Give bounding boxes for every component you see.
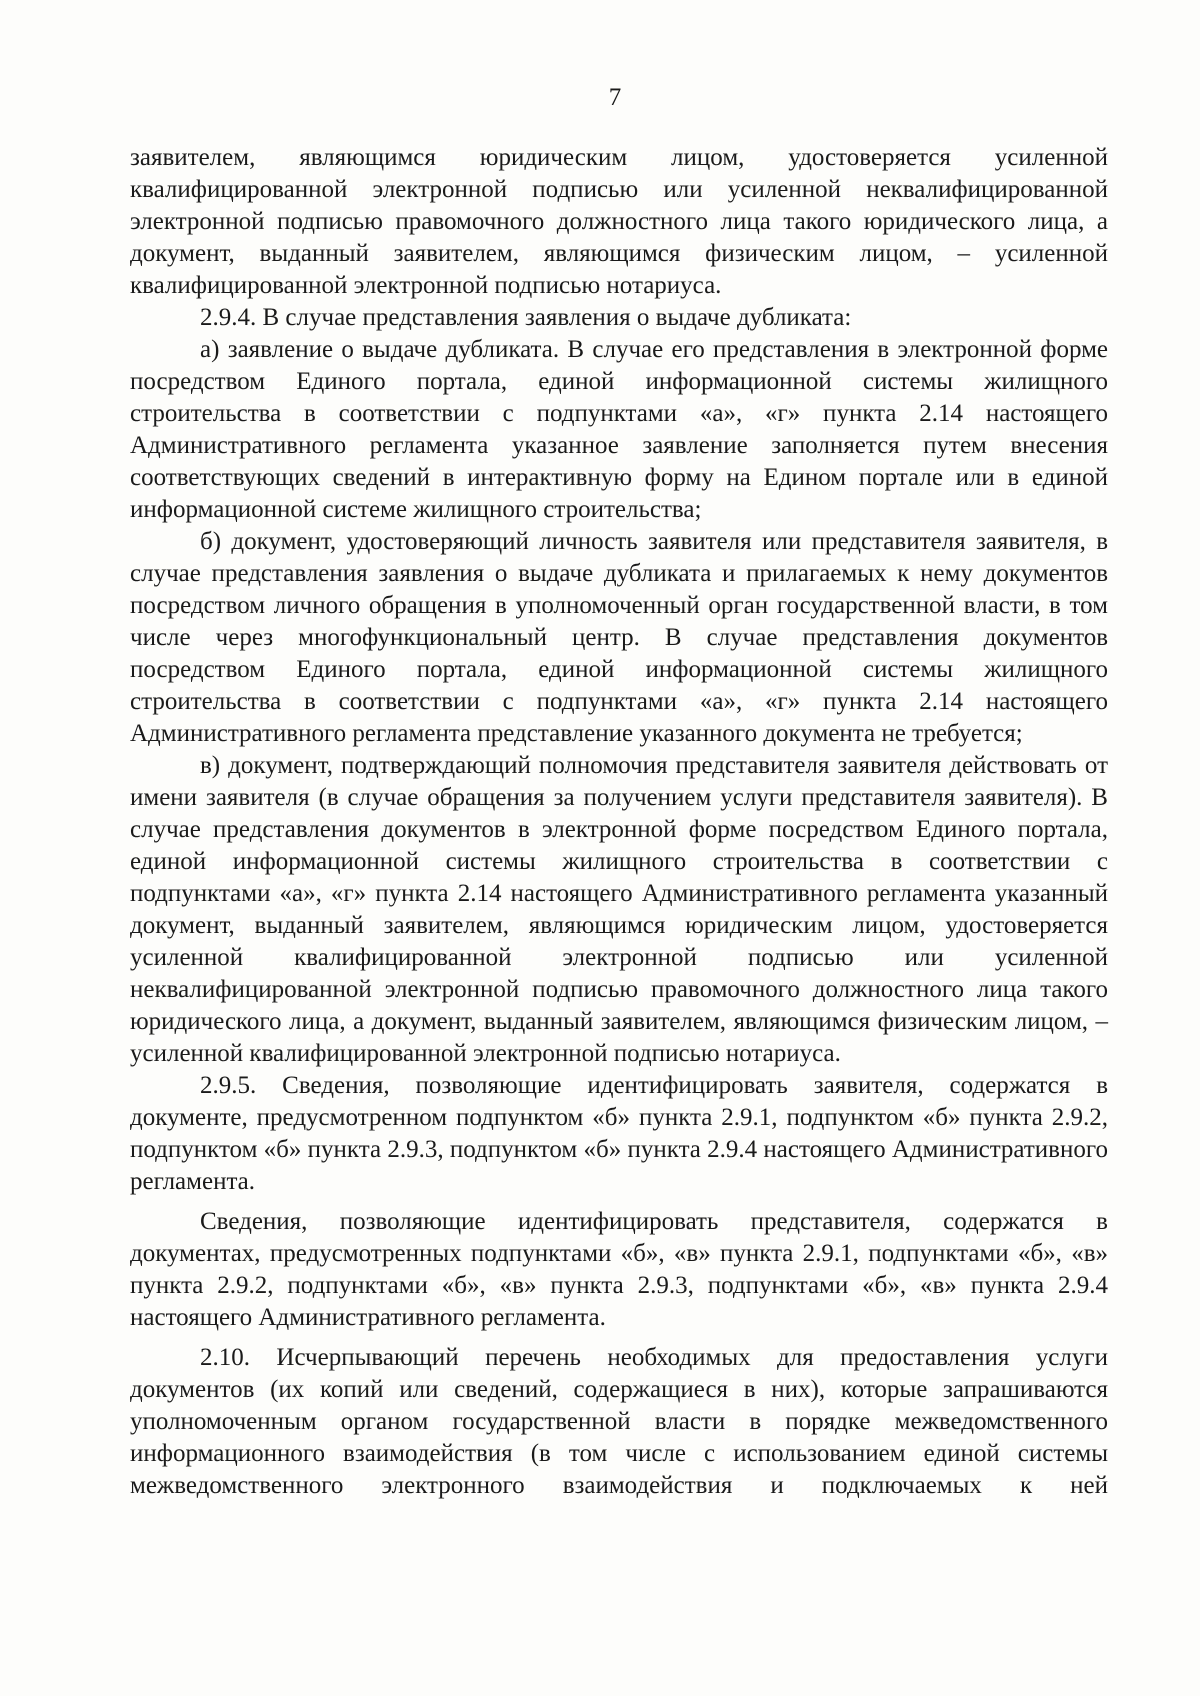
paragraph-continuation: заявителем, являющимся юридическим лицом, удостоверяется усиленной квалифицированной электронной подписью или усиленной неквалифицированной электронной подписью правомочного должностного лица такого юридического лица, а документ, выданный заявителем, являющимся физическим лицом, – усиленной квалифицированной электронной подписью нотариуса. — [130, 144, 1108, 299]
paragraph-representative-info: Сведения, позволяющие идентифицировать представителя, содержатся в документах, предусмотренных подпунктами «б», «в» пункта 2.9.1, подпунктами «б», «в» пункта 2.9.2, подпунктами «б», «в» пункта 2.9.3, подпунктами «б», «в» пункта 2.9.4 настоящего Административного регламента. — [130, 1208, 1108, 1331]
paragraph-2-9-5: 2.9.5. Сведения, позволяющие идентифицировать заявителя, содержатся в документе, предусмотренном подпунктом «б» пункта 2.9.1, подпунктом «б» пункта 2.9.2, подпунктом «б» пункта 2.9.3, подпунктом «б» пункта 2.9.4 настоящего Административного регламента. — [130, 1072, 1108, 1195]
paragraph-item-v: в) документ, подтверждающий полномочия представителя заявителя действовать от имени заявителя (в случае обращения за получением услуги представителя заявителя). В случае представления документов в электронной форме посредством Единого портала, единой информационной системы жилищного строительства в соответствии с подпунктами «а», «г» пункта 2.14 настоящего Административного регламента указанный документ, выданный заявителем, являющимся юридическим лицом, удостоверяется усиленной квалифицированной электронной подписью или усиленной неквалифицированной электронной подписью правомочного должностного лица такого юридического лица, а документ, выданный заявителем, являющимся физическим лицом, – усиленной квалифицированной электронной подписью нотариуса. — [130, 752, 1108, 1067]
paragraph-item-b: б) документ, удостоверяющий личность заявителя или представителя заявителя, в случае представления заявления о выдаче дубликата и прилагаемых к нему документов посредством личного обращения в уполномоченный орган государственной власти, в том числе через многофункциональный центр. В случае представления документов посредством Единого портала, единой информационной системы жилищного строительства в соответствии с подпунктами «а», «г» пункта 2.14 настоящего Административного регламента представление указанного документа не требуется; — [130, 528, 1108, 747]
document-body — [130, 142, 1108, 1502]
paragraph-2-9-4-heading: 2.9.4. В случае представления заявления о выдаче дубликата: — [200, 304, 852, 331]
paragraph-2-10: 2.10. Исчерпывающий перечень необходимых для предоставления услуги документов (их копий или сведений, содержащиеся в них), которые запрашиваются уполномоченным органом государственной власти в порядке межведомственного информационного взаимодействия (в том числе с использованием единой системы межведомственного электронного взаимодействия и подключаемых к ней — [130, 1344, 1108, 1499]
page-number: 7 — [608, 84, 622, 111]
paragraph-item-a: а) заявление о выдаче дубликата. В случае его представления в электронной форме посредством Единого портала, единой информационной системы жилищного строительства в соответствии с подпунктами «а», «г» пункта 2.14 настоящего Административного регламента указанное заявление заполняется путем внесения соответствующих сведений в интерактивную форму на Едином портале или в единой информационной системе жилищного строительства; — [130, 336, 1108, 523]
